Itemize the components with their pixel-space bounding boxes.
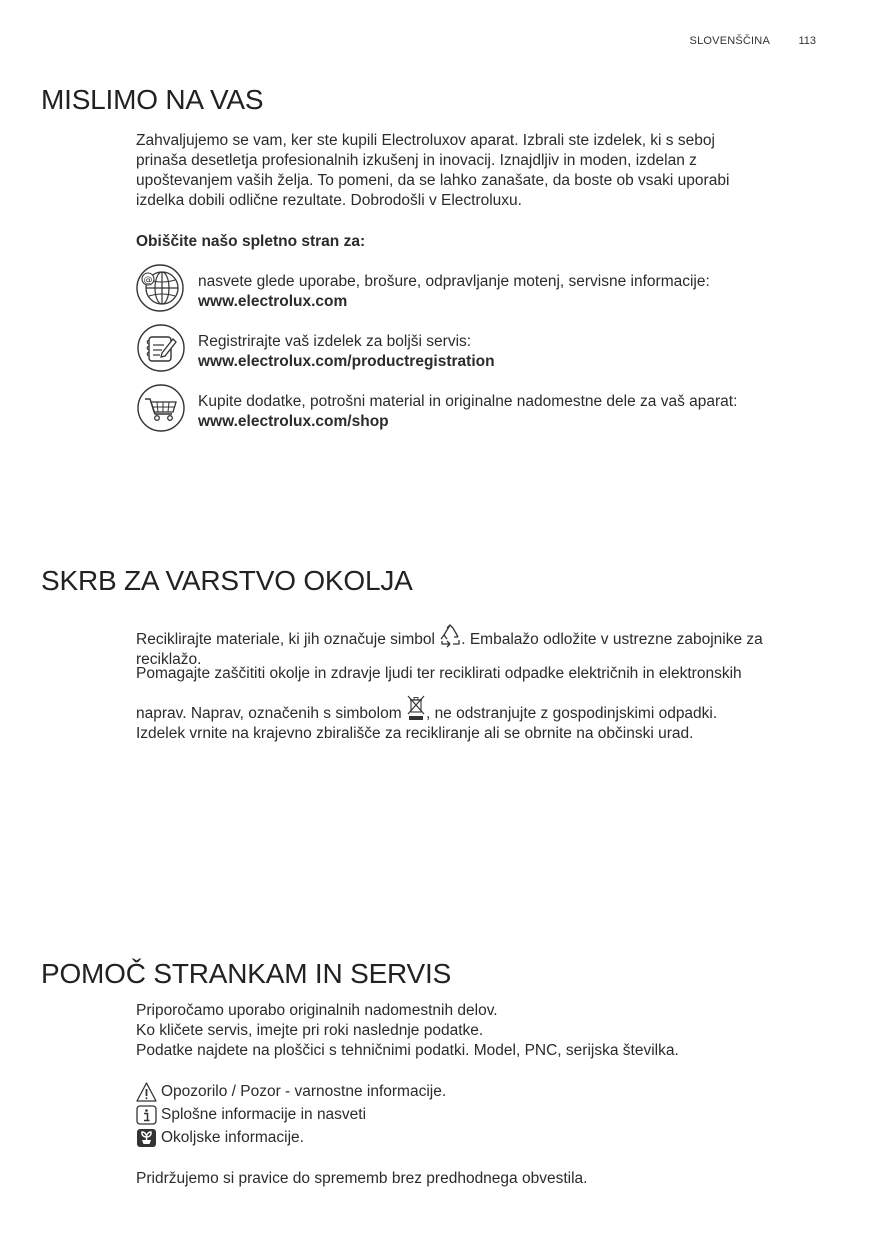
link-description: Kupite dodatke, potrošni material in originalne nadomestne dele za vaš aparat:: [198, 393, 738, 410]
intro-line: upoštevanjem vaših želja. To pomeni, da se lahko zanašate, da boste ob vsaki uporabi: [136, 172, 730, 189]
weee-paragraph: [136, 664, 826, 744]
svg-text:@: @: [143, 275, 153, 286]
legend-text: Okoljske informacije.: [161, 1129, 304, 1146]
legend-text: Splošne informacije in nasveti: [161, 1106, 367, 1123]
intro-line: prinaša desetletja profesionalnih izkušenj in inovacij. Iznajdljiv in moden, izdelan z: [136, 152, 697, 169]
legend-item-info: [136, 1103, 446, 1126]
recycle-text-after: . Embalažo odložite v ustrezne zabojnike za: [461, 631, 763, 648]
intro-line: Zahvaljujemo se vam, ker ste kupili Electroluxov aparat. Izbrali ste izdelek, ki s seboj: [136, 132, 715, 149]
section-title-okolje: SKRB ZA VARSTVO OKOLJA: [41, 565, 413, 596]
service-line: Priporočamo uporabo originalnih nadomestnih delov.: [136, 1002, 498, 1019]
recycle-text-line2: reciklažo.: [136, 651, 202, 668]
weee-text-after: , ne odstranjujte z gospodinjskimi odpadki.: [425, 705, 718, 722]
page-number: 113: [798, 35, 816, 47]
link-row-productregistration: [136, 332, 836, 388]
service-paragraph: [136, 1001, 796, 1061]
legend-text: Opozorilo / Pozor - varnostne informacije.: [161, 1083, 447, 1100]
visit-heading: Obiščite našo spletno stran za:: [136, 233, 366, 250]
section-title-mislimo: MISLIMO NA VAS: [41, 84, 264, 115]
service-line: Podatke najdete na ploščici s tehničnimi podatki. Model, PNC, serijska številka.: [136, 1042, 679, 1059]
weee-line1: Pomagajte zaščititi okolje in zdravje ljudi ter reciklirati odpadke električnih in elektronskih: [136, 665, 742, 682]
recycle-icon: [439, 624, 461, 648]
link-row-electrolux: [136, 272, 836, 328]
section-title-servis: POMOČ STRANKAM IN SERVIS: [41, 958, 452, 989]
page-header: [0, 35, 875, 51]
legend-item-environment: [136, 1126, 446, 1149]
link-url-electrolux[interactable]: www.electrolux.com: [198, 293, 348, 310]
crossed-bin-icon: [406, 695, 426, 721]
registration-icon: [136, 323, 188, 375]
service-line: Ko kličete servis, imejte pri roki naslednje podatke.: [136, 1022, 484, 1039]
language-label: SLOVENŠČINA: [689, 35, 770, 47]
warning-icon: [136, 1082, 157, 1102]
footer-note: Pridržujemo si pravice do sprememb brez predhodnega obvestila.: [136, 1170, 588, 1187]
intro-paragraph: [136, 131, 796, 211]
info-icon: [136, 1105, 157, 1125]
info-legend: [136, 1080, 446, 1149]
legend-item-warning: [136, 1080, 446, 1103]
link-url-productregistration[interactable]: www.electrolux.com/productregistration: [198, 353, 495, 370]
shopping-cart-icon: [136, 383, 188, 435]
link-description: Registrirajte vaš izdelek za boljši servis:: [198, 333, 472, 350]
link-url-shop[interactable]: www.electrolux.com/shop: [198, 413, 389, 430]
recycle-text-before: Reciklirajte materiale, ki jih označuje simbol: [136, 631, 440, 648]
intro-line: izdelka dobili odlične rezultate. Dobrodošli v Electroluxu.: [136, 192, 522, 209]
environment-icon: [136, 1128, 157, 1148]
weee-line3: Izdelek vrnite na krajevno zbirališče za recikliranje ali se obrnite na občinski urad.: [136, 725, 694, 742]
link-row-shop: [136, 392, 836, 448]
link-description: nasvete glede uporabe, brošure, odpravljanje motenj, servisne informacije:: [198, 273, 710, 290]
globe-at-icon: [136, 263, 188, 315]
weee-text-before: naprav. Naprav, označenih s simbolom: [136, 705, 406, 722]
